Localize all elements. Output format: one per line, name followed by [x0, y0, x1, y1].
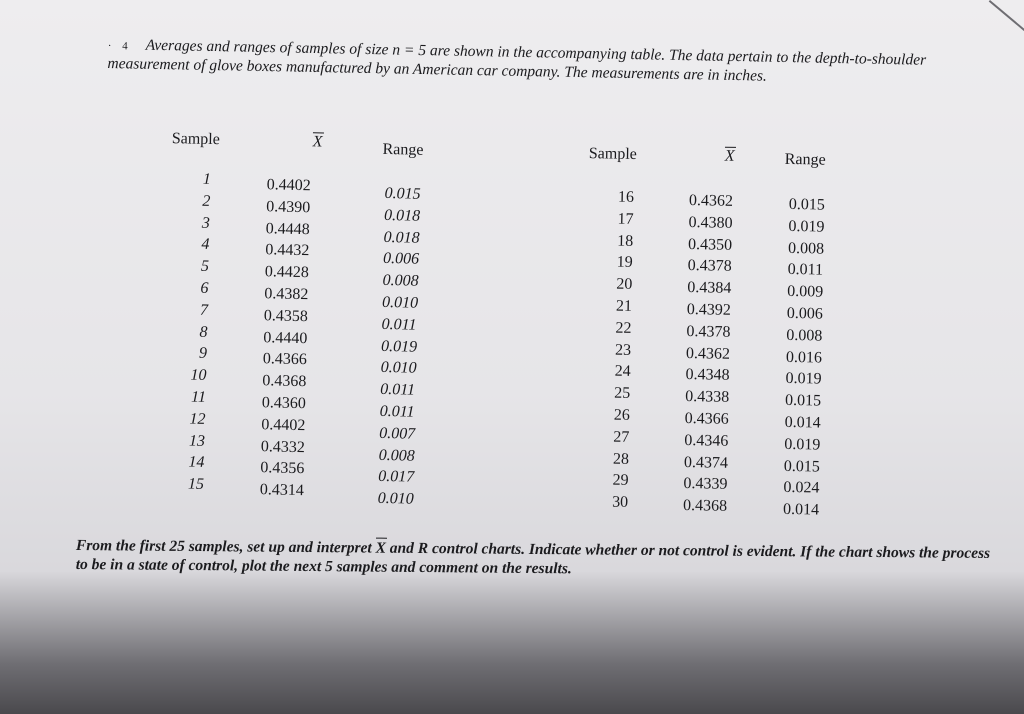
xbar-value-cell: 0.4440 — [263, 328, 308, 347]
xbar-value-cell: 0.4350 — [687, 235, 733, 254]
header-sample: Sample — [171, 130, 220, 149]
xbar-value-cell: 0.4392 — [686, 300, 732, 319]
xbar-value-cell: 0.4378 — [687, 257, 732, 276]
xbar-value-cell: 0.4368 — [262, 372, 307, 391]
sample-number-cell: 29 — [612, 471, 629, 490]
instructions-text — [76, 536, 1006, 582]
range-value-cell: 0.008 — [378, 446, 415, 465]
range-value-cell: 0.018 — [383, 206, 421, 225]
range-value-cell: 0.009 — [787, 283, 824, 301]
xbar-value-cell: 0.4374 — [683, 453, 729, 472]
xbar-value-cell: 0.4380 — [688, 213, 733, 232]
sample-number-cell: 17 — [617, 210, 634, 228]
xbar-value-cell: 0.4378 — [686, 322, 731, 341]
range-value-cell: 0.015 — [384, 184, 421, 203]
sample-number-cell: 5 — [200, 257, 210, 276]
sample-number-cell: 19 — [616, 254, 633, 272]
sample-number-cell: 10 — [190, 366, 207, 385]
xbar-value-cell: 0.4390 — [266, 198, 311, 217]
xbar-column — [683, 190, 733, 518]
xbar-value-cell: 0.4362 — [688, 192, 734, 210]
xbar-value-cell: 0.4348 — [685, 366, 730, 385]
sample-number-cell: 1 — [202, 170, 212, 188]
sample-number-cell: 23 — [614, 341, 632, 359]
range-value-cell: 0.014 — [784, 413, 821, 432]
range-value-cell: 0.018 — [383, 228, 420, 247]
range-value-cell: 0.017 — [377, 468, 415, 487]
sample-number-cell: 18 — [617, 232, 634, 250]
range-value-cell: 0.011 — [379, 402, 415, 421]
range-value-cell: 0.006 — [382, 250, 420, 269]
range-value-cell: 0.015 — [783, 457, 821, 476]
xbar-value-cell: 0.4432 — [265, 241, 310, 260]
xbar-value-cell: 0.4382 — [264, 285, 309, 304]
sample-number-cell: 30 — [611, 493, 629, 512]
range-value-cell: 0.010 — [377, 490, 414, 508]
sample-number-cell: 11 — [190, 388, 207, 406]
sample-column — [160, 168, 211, 496]
xbar-symbol: X — [375, 539, 387, 557]
xbar-value-cell: 0.4332 — [260, 437, 306, 456]
range-value-cell: 0.011 — [381, 315, 417, 334]
xbar-value-cell: 0.4366 — [262, 350, 308, 369]
range-value-cell: 0.024 — [783, 479, 820, 497]
xbar-value-cell: 0.4402 — [261, 415, 306, 434]
range-value-cell: 0.008 — [786, 326, 823, 345]
xbar-value-cell: 0.4338 — [685, 388, 730, 406]
range-value-cell: 0.008 — [787, 239, 825, 258]
xbar-value-cell: 0.4362 — [685, 344, 731, 363]
range-value-cell: 0.019 — [785, 370, 822, 388]
range-value-cell: 0.015 — [784, 392, 822, 410]
sample-number-cell: 14 — [188, 453, 205, 472]
instructions-part1: From the first 25 samples, set up and interpret — [75, 536, 376, 557]
sample-number-cell: 20 — [616, 275, 633, 294]
sample-number-cell: 6 — [200, 279, 209, 297]
instructions-part2: and R control charts. Indicate whether or not control is evident. If the chart shows the process to be in a state of control, plot the next 5 samples and comment on the results. — [75, 539, 991, 578]
xbar-value-cell: 0.4366 — [684, 409, 729, 428]
xbar-column — [260, 174, 311, 502]
page-fold-line — [989, 0, 1024, 32]
sample-number-cell: 16 — [617, 188, 635, 206]
sample-number-cell: 15 — [187, 475, 205, 494]
header-sample: Sample — [588, 145, 637, 163]
sample-number-cell: 26 — [613, 406, 630, 424]
sample-column — [578, 186, 634, 514]
sample-number-cell: 13 — [188, 432, 206, 450]
xbar-value-cell: 0.4346 — [684, 431, 729, 450]
xbar-value-cell: 0.4384 — [687, 279, 732, 298]
range-value-cell: 0.019 — [784, 435, 821, 454]
problem-text: Averages and ranges of samples of size n = 5 are shown in the accompanying table. The data pertain to the depth-to-shoulder measurement of glove boxes manufactured by an American car company. The measurements are in inches. — [107, 36, 927, 85]
problem-statement — [107, 36, 968, 89]
xbar-value-cell: 0.4402 — [266, 176, 311, 195]
range-column — [783, 194, 825, 522]
range-value-cell: 0.019 — [788, 217, 825, 236]
range-column — [377, 183, 420, 511]
sample-number-cell: 25 — [614, 384, 631, 403]
sample-number-cell: 22 — [615, 319, 632, 337]
range-value-cell: 0.014 — [782, 501, 820, 519]
range-value-cell: 0.007 — [378, 424, 416, 443]
sample-number-cell: 21 — [615, 297, 633, 315]
range-value-cell: 0.010 — [381, 293, 419, 312]
range-value-cell: 0.010 — [380, 359, 417, 378]
header-xbar: X — [312, 133, 323, 151]
range-value-cell: 0.019 — [380, 337, 418, 356]
xbar-value-cell: 0.4428 — [264, 263, 309, 282]
xbar-value-cell: 0.4356 — [260, 459, 305, 478]
problem-number: · 4 — [107, 39, 132, 53]
sample-number-cell: 4 — [201, 236, 210, 254]
sample-number-cell: 3 — [201, 214, 211, 232]
sample-number-cell: 8 — [199, 323, 208, 341]
xbar-value-cell: 0.4314 — [259, 481, 305, 500]
sample-number-cell: 2 — [202, 192, 211, 210]
header-range: Range — [784, 150, 826, 169]
sample-number-cell: 9 — [198, 345, 208, 363]
sample-number-cell: 12 — [189, 410, 206, 428]
range-value-cell: 0.011 — [787, 261, 824, 279]
sample-number-cell: 7 — [199, 301, 209, 319]
xbar-value-cell: 0.4339 — [683, 475, 728, 494]
range-value-cell: 0.011 — [379, 381, 416, 399]
range-value-cell: 0.015 — [788, 195, 826, 214]
range-value-cell: 0.008 — [382, 272, 419, 290]
xbar-value-cell: 0.4448 — [265, 219, 310, 238]
range-value-cell: 0.006 — [786, 304, 823, 323]
header-range: Range — [382, 140, 424, 159]
xbar-value-cell: 0.4368 — [682, 497, 728, 515]
xbar-value-cell: 0.4360 — [261, 394, 307, 413]
header-xbar: X — [724, 147, 735, 165]
range-value-cell: 0.016 — [785, 348, 823, 367]
sample-number-cell: 24 — [614, 362, 631, 381]
sample-number-cell: 27 — [613, 428, 630, 446]
sample-number-cell: 28 — [612, 450, 630, 468]
xbar-value-cell: 0.4358 — [263, 307, 308, 325]
